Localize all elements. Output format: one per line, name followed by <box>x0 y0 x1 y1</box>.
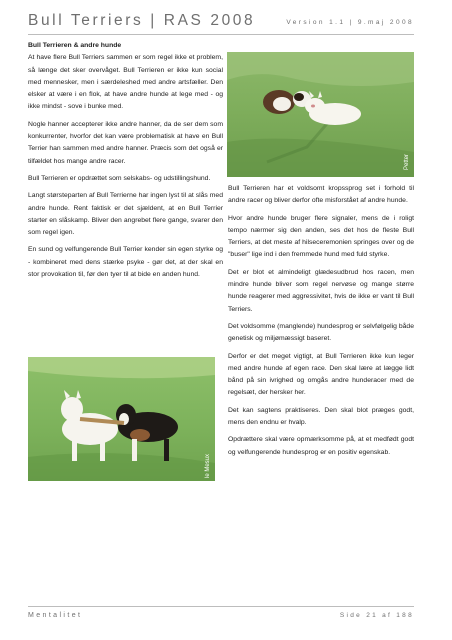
version-label: Version 1.1 | 9.maj 2008 <box>286 19 414 26</box>
document-title: Bull Terriers | RAS 2008 <box>28 12 256 29</box>
photo-credit: le Mesux <box>205 453 211 478</box>
paragraph: Derfor er det meget vigtigt, at Bull Terrieren ikke kun leger med andre hunde af egen race. Den skal lære at lægge lidt bånd på sin ivrighed og omgås andre hunderacer med de regelsæt, der hersker her. <box>228 352 414 397</box>
paragraph: Det kan sagtens praktiseres. Den skal blot præges godt, mens den endnu er hvalp. <box>228 406 414 427</box>
paragraph: Opdrættere skal være opmærksomme på, at et medfødt godt og velfungerende hundesprog er en positiv egenskab. <box>228 436 414 456</box>
photo-dogs-playing-image <box>227 52 414 177</box>
header-divider <box>28 34 414 35</box>
paragraph: At have flere Bull Terriers sammen er som regel ikke et problem, så længe det sker overvåget. Bull Terrieren er ikke kun social med mennesker, men i særdeleshed med andre artsfæller. Den elsker at være i en flok, at have andre hunde at lege med - og ikke mindst - sove i bunke med. <box>28 54 223 111</box>
paragraph: Hvor andre hunde bruger flere signaler, mens de i roligt tempo nærmer sig den anden, ses det hos de fleste Bull Terriers, at det meste af hilseceremonien springes over og de "buser" lige ind i den fremmede hund med fuld styrke. <box>228 214 414 259</box>
paragraph: Bull Terrieren er opdrættet som selskabs- og udstillingshund. <box>28 174 211 182</box>
page-number: Side 21 af 188 <box>339 612 414 619</box>
left-column <box>28 40 223 286</box>
paragraph: Bull Terrieren har et voldsomt kropssprog set i forhold til andre racer og bliver derfor ofte misforstået af andre hunde. <box>228 185 414 205</box>
footer-section-label: Mentalitet <box>28 612 83 619</box>
right-column <box>228 183 414 464</box>
photo-dogs-tug-of-war-image <box>28 357 215 481</box>
paragraph: Nogle hanner accepterer ikke andre hanner, da de ser dem som konkurrenter, hvorfor det kan være problematisk at have en Bull Terrier han sammen med andre hanner. Præcis som det også er tilfældet hos mange andre racer. <box>28 120 223 165</box>
photo-dogs-playing <box>227 52 414 177</box>
paragraph: En sund og velfungerende Bull Terrier kender sin egen styrke og - kombineret med dens stærke psyke - gør det, at der skal en stor provokation til, før den tyer til at bide en anden hund. <box>28 246 223 279</box>
paragraph: Langt størsteparten af Bull Terrierne har ingen lyst til at slås med andre hunde. Rent faktisk er det sjældent, at en Bull Terrier starter en slåskamp. Bliver den angrebet flere gange, svarer den som regel igen. <box>28 192 223 237</box>
footer-divider <box>28 606 414 607</box>
section-heading: Bull Terrieren & andre hunde <box>28 42 122 49</box>
paragraph: Det voldsomme (manglende) hundesprog er selvfølgelig både genetisk og miljømæssigt baseret. <box>228 322 414 343</box>
photo-dogs-tug-of-war <box>28 357 215 481</box>
paragraph: Det er blot et almindeligt glædesudbrud hos racen, men mindre hunde bliver som regel nervøse og mange større hunde reagerer med aggressivitet, hvis de ikke er vant til Bull Terriers. <box>228 268 414 313</box>
photo-credit: Petter <box>404 153 410 170</box>
